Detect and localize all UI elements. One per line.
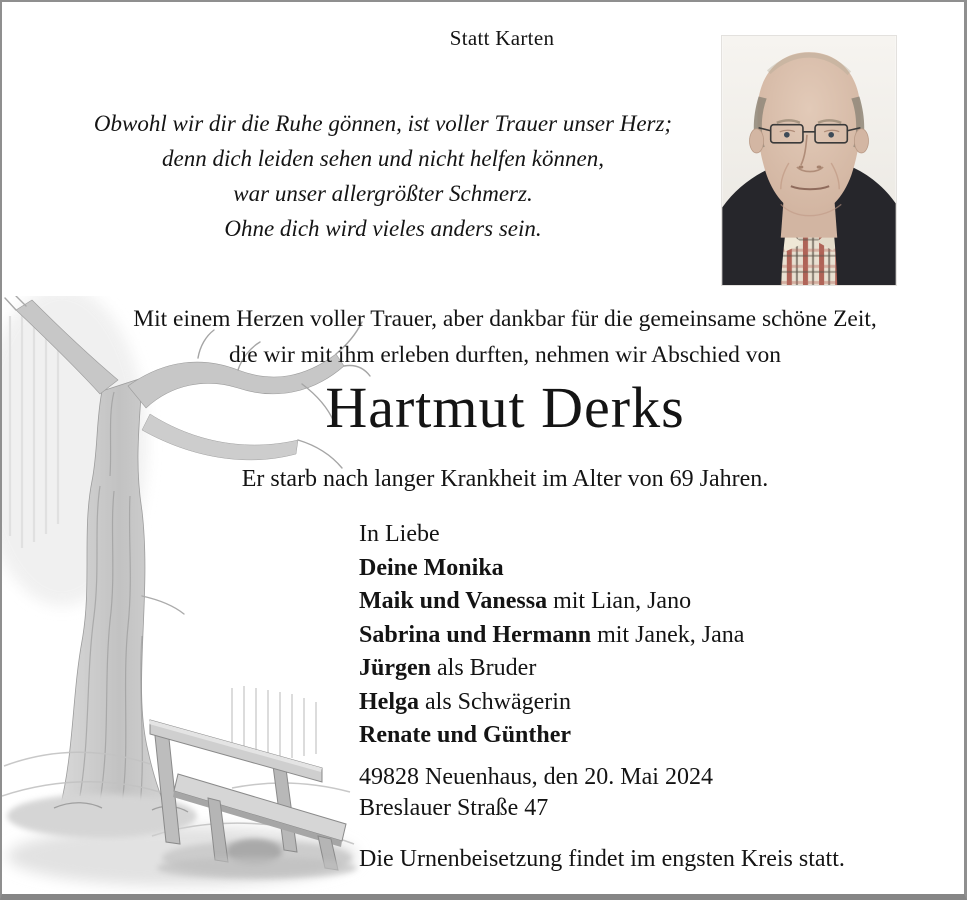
mourner-suffix: mit Lian, Jano <box>547 588 692 614</box>
mourner-line <box>359 652 744 686</box>
mourner-suffix: mit Janek, Jana <box>591 621 745 648</box>
place-date-line: 49828 Neuenhaus, den 20. Mai 2024 <box>359 764 713 790</box>
mourner-line <box>359 719 744 753</box>
intro-line: Mit einem Herzen voller Trauer, aber dankbar für die gemeinsame schöne Zeit, <box>133 306 877 332</box>
intro-line: die wir mit ihm erleben durften, nehmen wir Abschied von <box>228 342 782 368</box>
mourner-line <box>359 585 744 619</box>
mourner-name: Deine Monika <box>359 554 504 581</box>
death-notice: Er starb nach langer Krankheit im Alter von 69 Jahren. <box>241 466 769 492</box>
intro-text <box>55 301 955 373</box>
mourners-list <box>359 518 744 753</box>
place-and-date <box>359 762 713 824</box>
memorial-verse <box>30 106 736 246</box>
closing-note: Die Urnenbeisetzung findet im engsten Kreis statt. <box>359 846 845 872</box>
verse-line: Obwohl wir dir die Ruhe gönnen, ist voller Trauer unser Herz; <box>93 111 673 136</box>
mourner-line <box>359 686 744 720</box>
pre-header: Statt Karten <box>449 26 555 50</box>
mourner-name: Jürgen <box>359 655 431 681</box>
mourner-name: Sabrina und Hermann <box>359 621 592 648</box>
mourner-line <box>359 552 744 586</box>
mourner-name: Maik und Vanessa <box>359 588 548 614</box>
mourner-suffix: als Bruder <box>431 655 537 681</box>
verse-line: war unser allergrößter Schmerz. <box>233 181 533 206</box>
address-line: Breslauer Straße 47 <box>359 795 549 821</box>
mourner-suffix: als Schwägerin <box>419 688 571 715</box>
deceased-name: Hartmut Derks <box>325 375 685 440</box>
verse-line: denn dich leiden sehen und nicht helfen können, <box>162 146 604 171</box>
mourner-name: Helga <box>359 688 419 715</box>
mourner-name: Renate und Günther <box>359 722 572 748</box>
mourners-salutation: In Liebe <box>359 521 440 547</box>
verse-line: Ohne dich wird vieles anders sein. <box>224 216 542 241</box>
mourner-line <box>359 619 744 653</box>
portrait-photo <box>722 36 896 285</box>
